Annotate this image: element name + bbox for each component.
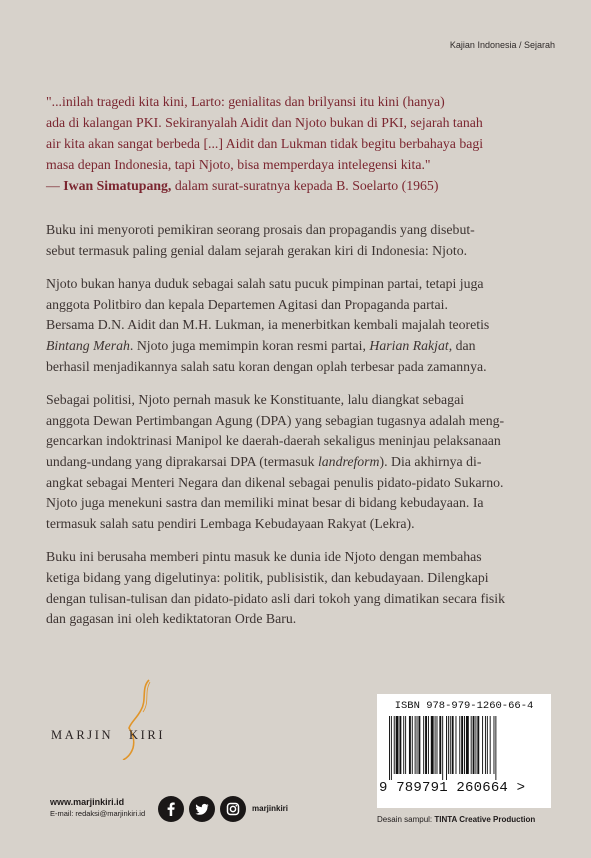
quote-source: dalam surat-suratnya kepada B. Soelarto (1965) bbox=[171, 178, 439, 193]
paragraph-2-part: , dan berhasil menjadikannya salah satu koran dengan oplah terbesar pada zamannya. bbox=[46, 337, 487, 374]
quote-author: Iwan Simatupang, bbox=[63, 178, 172, 193]
paragraph-4: Buku ini berusaha memberi pintu masuk ke dunia ide Njoto dengan membahas ketiga bidang yang digelutinya: politik, publisistik, dan kebudayaan. Dilengkapi dengan tulisan-tulisan dan pidato-pidato asli dari tokoh yang dimatikan secara fisik dan gagasan ini oleh kediktatoran Orde Baru. bbox=[46, 549, 506, 627]
paragraph-3-part: ). Dia akhirnya di- angkat sebagai Menteri Negara dan dikenal sebagai penulis pidato-pidato Sukarno. Njoto juga menekuni sastra dan memiliki minat besar di bidang kebudayaan. Ia termasuk salah satu pendiri Lembaga Kebudayaan Rakyat (Lekra). bbox=[46, 453, 504, 531]
paragraph-2 bbox=[46, 274, 558, 377]
paragraph-3 bbox=[46, 390, 558, 534]
logo-word-right: KIRI bbox=[129, 728, 166, 742]
paragraph-3-part: Sebagai politisi, Njoto pernah masuk ke Konstituante, lalu diangkat sebagai anggota Dewan Pertimbangan Agung (DPA) yang sebagian tugasnya adalah meng- gencarkan indoktrinasi Manipol ke daerah-daerah sekaligus meninjau pelaksanaan undang-undang yang diprakarsai DPA (termasuk bbox=[46, 392, 505, 469]
landreform-term: landreform bbox=[317, 453, 380, 469]
paragraph-2-part: . Njoto juga memimpin koran resmi partai, bbox=[129, 337, 370, 353]
quote-dash: — bbox=[46, 178, 64, 193]
paragraph-1: Buku ini menyoroti pemikiran seorang prosais dan propagandis yang disebut- sebut termasuk paling genial dalam sejarah gerakan kiri di Indonesia: Njoto. bbox=[46, 222, 475, 258]
website-link[interactable]: www.marjinkiri.id bbox=[50, 797, 125, 807]
isbn-number: ISBN 978-979-1260-66-4 bbox=[394, 700, 534, 712]
synopsis bbox=[46, 220, 558, 643]
instagram-icon[interactable] bbox=[220, 796, 246, 822]
social-handle[interactable]: marjinkiri bbox=[252, 804, 289, 813]
ean-digits: 9 789791 260664 > bbox=[379, 780, 526, 796]
barcode-bars bbox=[387, 716, 541, 780]
twitter-icon[interactable] bbox=[189, 796, 215, 822]
logo-word-left: MARJIN bbox=[51, 728, 114, 742]
magazine-title: Bintang Merah bbox=[46, 337, 130, 353]
design-credit-label: Desain sampul: bbox=[377, 815, 435, 824]
facebook-icon[interactable] bbox=[158, 796, 184, 822]
category-label: Kajian Indonesia / Sejarah bbox=[449, 40, 555, 50]
design-credit bbox=[377, 815, 535, 824]
email-address[interactable]: E-mail: redaksi@marjinkiri.id bbox=[50, 809, 146, 818]
publisher-logo bbox=[51, 678, 181, 760]
isbn-barcode bbox=[377, 694, 551, 808]
blurb-quote bbox=[46, 91, 556, 196]
publisher-contact bbox=[50, 797, 145, 819]
quote-text: "...inilah tragedi kita kini, Larto: genialitas dan brilyansi itu kini (hanya) ada di kalangan PKI. Sekiranyalah Aidit dan Njoto bukan di PKI, sejarah tanah air kita akan sangat berbeda [...] Aidit dan Lukman tidak begitu berbahaya bagi masa depan Indonesia, tapi Njoto, bisa memperdaya intelegensi kita." bbox=[46, 94, 484, 172]
paragraph-2-part: Njoto bukan hanya duduk sebagai salah satu pucuk pimpinan partai, tetapi juga anggota Politbiro dan kepala Departemen Agitasi dan Propaganda partai. Bersama D.N. Aidit dan M.H. Lukman, ia menerbitkan kembali majalah teoretis bbox=[46, 276, 490, 333]
design-credit-name: TINTA Creative Production bbox=[434, 815, 536, 824]
logo-swash-icon bbox=[51, 678, 181, 760]
newspaper-title: Harian Rakjat bbox=[369, 337, 449, 353]
quote-attribution bbox=[46, 175, 556, 196]
